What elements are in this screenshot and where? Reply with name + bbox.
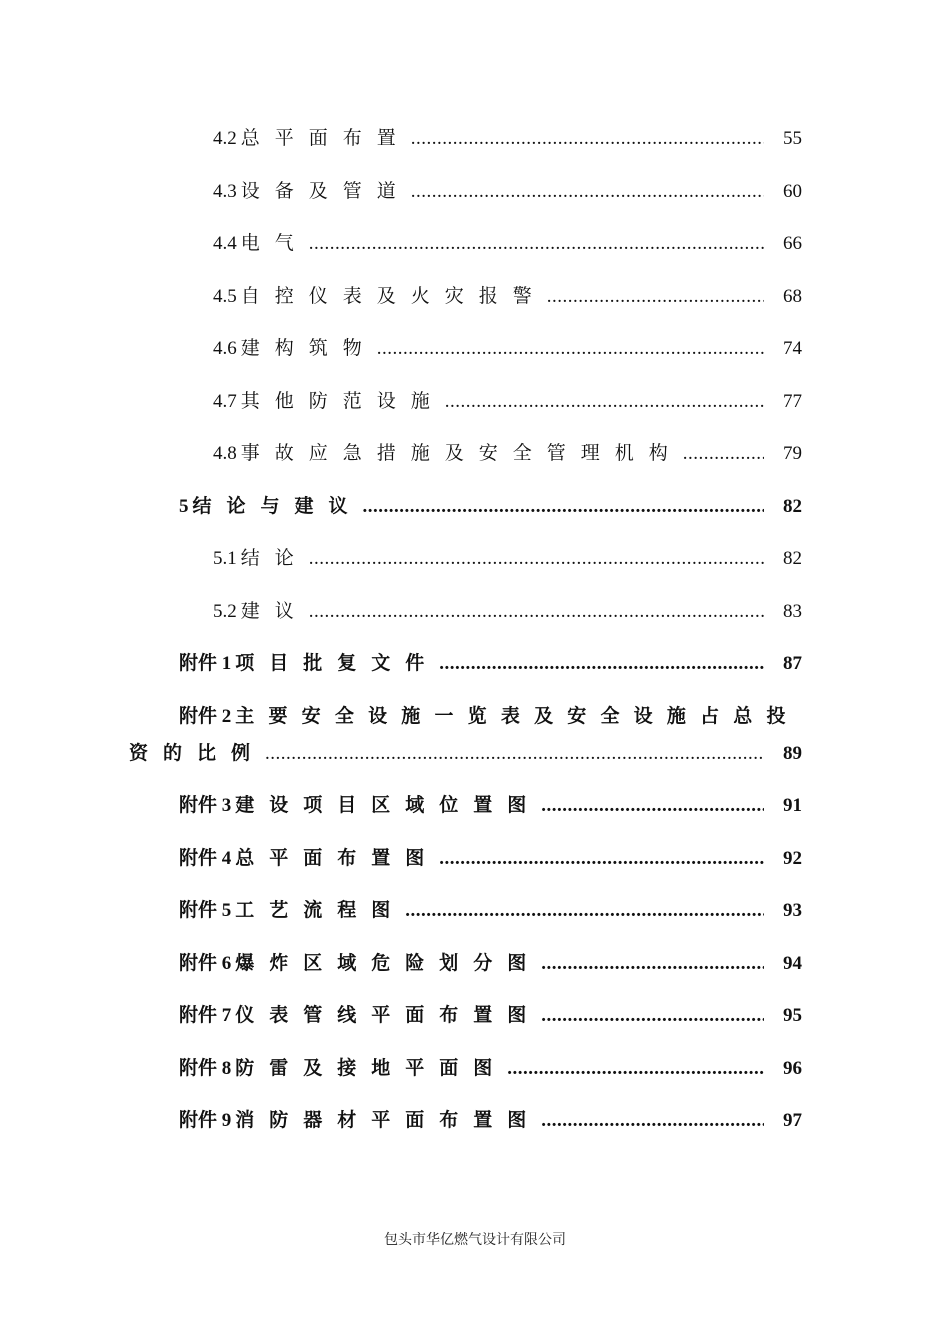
toc-number: 附件 6 xyxy=(179,953,232,974)
toc-title: 总平面布置图 xyxy=(235,848,440,869)
toc-entry[interactable] xyxy=(213,546,802,572)
toc-leader xyxy=(309,599,764,625)
toc-title: 防雷及接地平面图 xyxy=(235,1058,508,1079)
toc-entry[interactable] xyxy=(179,1003,802,1029)
toc-entry[interactable] xyxy=(179,846,802,872)
toc-title: 自控仪表及火灾报警 xyxy=(240,286,547,307)
toc-page-number: 93 xyxy=(783,900,802,921)
toc-title: 电气 xyxy=(240,233,309,254)
toc-number: 附件 2 xyxy=(179,706,232,727)
toc-number: 附件 5 xyxy=(179,900,232,921)
toc-title: 建设项目区域位置图 xyxy=(235,795,542,816)
toc-page-number: 91 xyxy=(783,795,802,816)
toc-title: 消防器材平面布置图 xyxy=(235,1110,542,1131)
toc-entry-wrapped-line[interactable] xyxy=(179,704,822,730)
page-footer: 包头市华亿燃气设计有限公司 xyxy=(384,1233,566,1248)
toc-title: 爆炸区域危险划分图 xyxy=(235,953,542,974)
toc-title: 建构筑物 xyxy=(240,338,377,359)
toc-number: 5.2 xyxy=(213,601,237,622)
toc-title: 主要安全设施一览表及安全设施占总投 xyxy=(235,706,800,727)
toc-number: 附件 7 xyxy=(179,1005,232,1026)
toc-number: 4.3 xyxy=(213,181,237,202)
toc-page-number: 60 xyxy=(783,181,802,202)
toc-page-number: 77 xyxy=(783,391,802,412)
toc-leader xyxy=(547,284,764,310)
toc-entry[interactable] xyxy=(179,1056,802,1082)
toc-leader xyxy=(445,389,764,415)
toc-page-number: 79 xyxy=(783,443,802,464)
toc-entry[interactable] xyxy=(213,284,802,310)
toc-title: 设备及管道 xyxy=(240,181,411,202)
toc-number: 附件 8 xyxy=(179,1058,232,1079)
toc-entry[interactable] xyxy=(213,231,802,257)
toc-entry[interactable] xyxy=(213,126,802,152)
toc-number: 5.1 xyxy=(213,548,237,569)
toc-number: 4.5 xyxy=(213,286,237,307)
toc-entry[interactable] xyxy=(213,179,802,205)
toc-leader xyxy=(507,1056,764,1082)
toc-page-number: 89 xyxy=(783,743,802,764)
toc-leader xyxy=(683,441,764,467)
toc-number: 附件 4 xyxy=(179,848,232,869)
toc-title: 其他防范设施 xyxy=(240,391,445,412)
toc-entry[interactable] xyxy=(179,951,802,977)
toc-title: 总平面布置 xyxy=(240,128,411,149)
toc-number: 附件 9 xyxy=(179,1110,232,1131)
toc-number: 4.8 xyxy=(213,443,237,464)
toc-leader xyxy=(309,546,764,572)
toc-title: 建议 xyxy=(240,601,309,622)
toc-page-number: 96 xyxy=(783,1058,802,1079)
toc-number: 4.4 xyxy=(213,233,237,254)
toc-entry[interactable] xyxy=(179,494,802,520)
toc-leader xyxy=(541,1003,764,1029)
toc-entry[interactable] xyxy=(179,898,802,924)
toc-page-number: 95 xyxy=(783,1005,802,1026)
toc-number: 附件 3 xyxy=(179,795,232,816)
toc-title: 结论与建议 xyxy=(192,496,363,517)
toc-number: 4.6 xyxy=(213,338,237,359)
toc-leader xyxy=(405,898,764,924)
toc-leader xyxy=(411,179,764,205)
toc-number: 4.2 xyxy=(213,128,237,149)
toc-leader xyxy=(541,793,764,819)
toc-title: 项目批复文件 xyxy=(235,653,440,674)
toc-page-number: 94 xyxy=(783,953,802,974)
toc-page-number: 66 xyxy=(783,233,802,254)
toc-title-continuation: 资的比例 xyxy=(129,743,266,764)
toc-number: 5 xyxy=(179,496,189,517)
toc-page-number: 87 xyxy=(783,653,802,674)
toc-title: 仪表管线平面布置图 xyxy=(235,1005,542,1026)
toc-leader xyxy=(541,951,764,977)
toc-page-number: 74 xyxy=(783,338,802,359)
toc-page-number: 55 xyxy=(783,128,802,149)
toc-leader xyxy=(439,846,764,872)
toc-leader xyxy=(363,494,764,520)
toc-title: 事故应急措施及安全管理机构 xyxy=(240,443,683,464)
toc-leader xyxy=(309,231,764,257)
toc-page-number: 92 xyxy=(783,848,802,869)
toc-page-number: 82 xyxy=(783,548,802,569)
toc-number: 4.7 xyxy=(213,391,237,412)
toc-leader xyxy=(265,741,764,767)
toc-leader xyxy=(541,1108,764,1134)
toc-entry[interactable] xyxy=(213,389,802,415)
toc-number: 附件 1 xyxy=(179,653,232,674)
toc-page-number: 68 xyxy=(783,286,802,307)
toc-title: 结论 xyxy=(240,548,309,569)
toc-title: 工艺流程图 xyxy=(235,900,406,921)
toc-entry[interactable] xyxy=(179,1108,802,1134)
toc-entry[interactable] xyxy=(213,599,802,625)
toc-entry[interactable] xyxy=(179,651,802,677)
toc-page-number: 82 xyxy=(783,496,802,517)
toc-entry[interactable] xyxy=(213,441,802,467)
toc-entry[interactable] xyxy=(179,793,802,819)
toc-leader xyxy=(411,126,764,152)
toc-page-number: 97 xyxy=(783,1110,802,1131)
toc-leader xyxy=(439,651,764,677)
toc-entry-continuation[interactable] xyxy=(129,741,802,767)
toc-leader xyxy=(377,336,764,362)
toc-page-number: 83 xyxy=(783,601,802,622)
toc-entry[interactable] xyxy=(213,336,802,362)
